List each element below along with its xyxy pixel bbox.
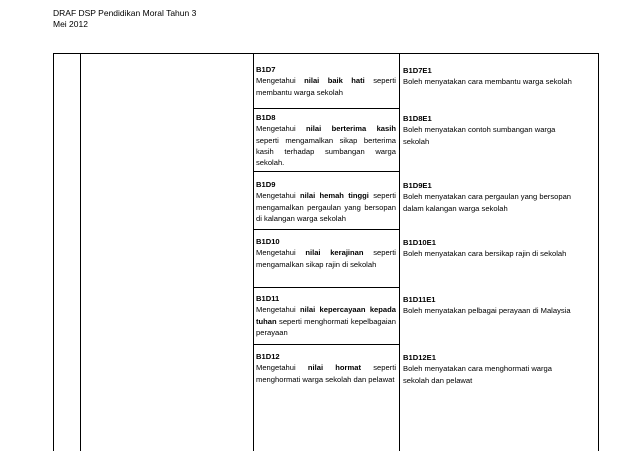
descriptor-text <box>256 362 396 385</box>
descriptor-text-lead: Mengetahui <box>256 124 307 134</box>
evidence-code: B1D11E1 <box>403 295 436 304</box>
descriptor-text-rest: seperti menghormati kepelbagaian perayaan <box>256 316 396 337</box>
descriptor-text <box>256 304 396 338</box>
descriptor-cell <box>256 236 396 270</box>
descriptor-cell <box>256 351 396 385</box>
descriptor-code: B1D12 <box>256 352 280 361</box>
evidence-cell <box>403 352 575 386</box>
descriptor-text <box>256 247 396 270</box>
descriptor-text-lead: Mengetahui <box>256 248 306 258</box>
evidence-text: Boleh menyatakan cara membantu warga sekolah <box>403 77 572 87</box>
descriptor-text-lead: Mengetahui <box>256 191 300 201</box>
descriptor-value-name: nilai hormat <box>307 363 362 373</box>
evidence-code: B1D12E1 <box>403 353 436 362</box>
row-separator <box>253 287 399 288</box>
descriptor-text <box>256 75 396 98</box>
descriptor-cell <box>256 293 396 338</box>
descriptor-code: B1D8 <box>256 113 276 122</box>
descriptor-code: B1D11 <box>256 294 280 303</box>
row-separator <box>253 344 399 345</box>
table-border-col1 <box>80 53 81 451</box>
descriptor-cell <box>256 112 396 168</box>
descriptor-text-rest: seperti mengamalkan sikap rajin di sekolah <box>256 248 396 269</box>
descriptor-code: B1D9 <box>256 180 276 189</box>
descriptor-text-lead: Mengetahui <box>256 363 308 373</box>
evidence-text: Boleh menyatakan pelbagai perayaan di Malaysia <box>403 306 571 316</box>
descriptor-text <box>256 190 396 224</box>
evidence-code: B1D7E1 <box>403 66 432 75</box>
table-border-right <box>598 53 599 451</box>
evidence-code: B1D10E1 <box>403 238 436 247</box>
descriptor-value-name: nilai kerajinan <box>305 248 364 258</box>
descriptor-code: B1D10 <box>256 237 280 246</box>
evidence-cell <box>403 113 575 147</box>
table-border-left <box>53 53 54 451</box>
descriptor-value-name: nilai berterima kasih <box>306 124 396 134</box>
evidence-cell <box>403 180 575 214</box>
evidence-cell <box>403 294 575 317</box>
row-separator <box>253 171 399 172</box>
table-border-col3 <box>399 53 400 451</box>
descriptor-value-name: nilai baik hati <box>304 76 365 86</box>
descriptor-value-name: nilai hemah tinggi <box>299 191 369 201</box>
descriptor-cell <box>256 179 396 224</box>
descriptor-text-rest: seperti menghormati warga sekolah dan pelawat <box>256 363 397 384</box>
evidence-text: Boleh menyatakan contoh sumbangan warga sekolah <box>403 125 556 146</box>
descriptor-text-rest: seperti mengamalkan pergaulan yang bersopan di kalangan warga sekolah <box>256 191 396 223</box>
descriptor-value-name: nilai kepercayaan kepada tuhan <box>256 305 396 326</box>
evidence-code: B1D8E1 <box>403 114 432 123</box>
document-date: Mei 2012 <box>53 19 88 29</box>
descriptor-cell <box>256 64 396 98</box>
evidence-cell <box>403 65 575 88</box>
evidence-text: Boleh menyatakan cara pergaulan yang bersopan dalam kalangan warga sekolah <box>403 192 572 213</box>
evidence-text: Boleh menyatakan cara menghormati warga sekolah dan pelawat <box>403 364 553 385</box>
descriptor-text-rest: seperti mengamalkan sikap berterima kasih terhadap sumbangan warga sekolah. <box>256 135 396 168</box>
evidence-text: Boleh menyatakan cara bersikap rajin di sekolah <box>403 249 567 259</box>
table-top-border <box>53 53 598 54</box>
row-separator <box>253 229 399 230</box>
descriptor-code: B1D7 <box>256 65 276 74</box>
descriptor-text-lead: Mengetahui <box>256 76 305 86</box>
table-border-col2 <box>253 53 254 451</box>
evidence-cell <box>403 237 575 260</box>
document-title: DRAF DSP Pendidikan Moral Tahun 3 <box>53 8 197 18</box>
row-separator <box>253 108 399 109</box>
descriptor-text <box>256 123 396 168</box>
descriptor-text-lead: Mengetahui <box>256 305 300 315</box>
descriptor-text-rest: seperti membantu warga sekolah <box>256 76 396 97</box>
evidence-code: B1D9E1 <box>403 181 432 190</box>
